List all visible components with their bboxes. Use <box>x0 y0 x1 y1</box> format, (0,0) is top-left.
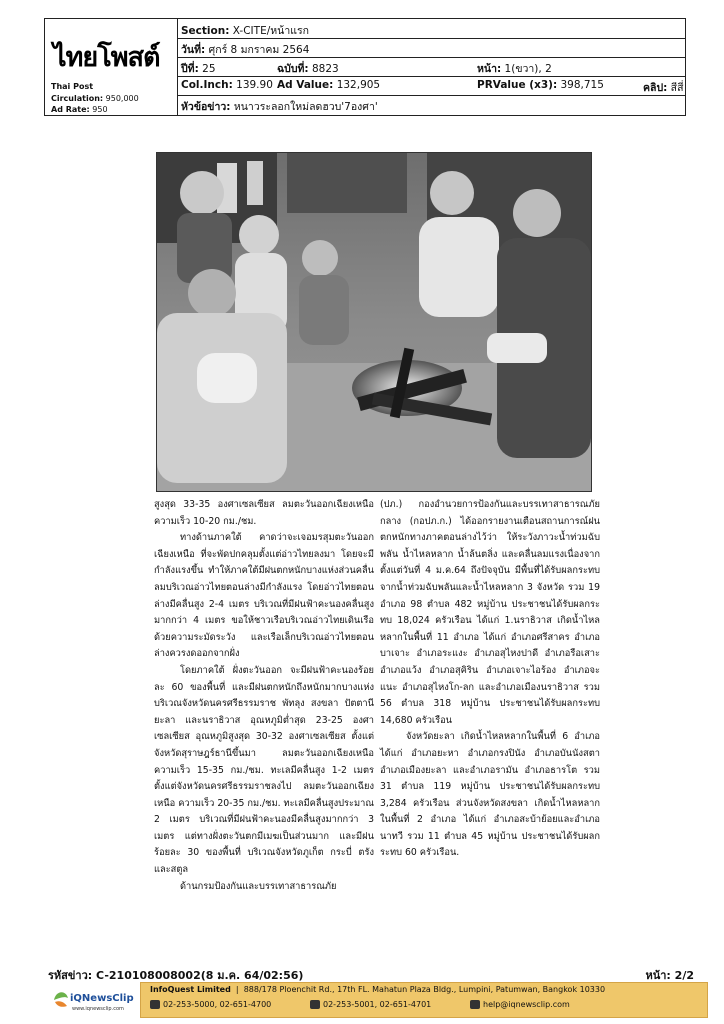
iqnewsclip-logo-icon <box>50 986 138 1014</box>
fax: 02-253-5001, 02-651-4701 <box>310 1000 431 1009</box>
meta-row-section <box>177 19 685 39</box>
publication-name: Thai Post <box>51 82 94 91</box>
document-id: รหัสข่าว: C-210108008002(8 ม.ค. 64/02:56) <box>48 969 304 982</box>
ad-rate: Ad Rate: 950 <box>51 105 108 114</box>
meta-row-date <box>177 38 685 58</box>
meta-row-issue <box>177 57 685 77</box>
clip-color: คลิป: สีสี่ <box>643 82 684 94</box>
paragraph: โดยภาคใต้ ฝั่งตะวันออก จะมีฝนฟ้าคะนองร้อยละ 60 ของพื้นที่ และมีฝนตกหนักถึงหนักมากบางแห่ง บริเวณจังหวัดนครศรีธรรมราช พัทลุง สงขลา ปัตตานี ยะลา และนราธิวาส อุณหภูมิต่ำสุด 23-25 องศาเซลเซียส อุณหภูมิสูงสุด 30-32 องศาเซลเซียส ตั้งแต่จังหวัดสุราษฎร์ธานีขึ้นมา ลมตะวันออกเฉียงเหนือ ความเร็ว 15-35 กม./ชม. ทะเลมีคลื่นสูง 1-2 เมตรตั้งแต่จังหวัดนครศรีธรรมราชลงไป ลมตะวันออกเฉียงเหนือ ความเร็ว 20-35 กม./ชม. ทะเลมีคลื่นสูงประมาณ 2 เมตร บริเวณที่มีฝนฟ้าคะนองมีคลื่นสูงมากกว่า 3 เมตร แต่ทางฝั่งตะวันตกมีเมฆเป็นส่วนมาก และมีฝนร้อยละ 30 ของพื้นที่ บริเวณจังหวัดภูเก็ต กระบี่ ตรัง และสตูล <box>154 664 374 876</box>
section: Section: X-CITE/หน้าแรก <box>181 25 309 37</box>
email[interactable]: help@iqnewsclip.com <box>470 1000 570 1009</box>
email-icon <box>470 1000 480 1009</box>
paragraph: ด้านกรมป้องกันและบรรเทาสาธารณภัย <box>180 880 337 892</box>
circulation: Circulation: 950,000 <box>51 94 139 103</box>
issue: ฉบับที่: 8823 <box>277 63 339 75</box>
article-column-1 <box>154 497 374 895</box>
page: หน้า: 1(ขวา), 2 <box>477 63 552 75</box>
clip-metadata <box>177 19 685 115</box>
masthead <box>45 19 178 115</box>
publication-logo: ไทยโพสต์ <box>53 42 160 73</box>
phone-icon <box>150 1000 160 1009</box>
year: ปีที่: 25 <box>181 63 216 75</box>
brand-url: www.iqnewsclip.com <box>72 1006 124 1012</box>
meta-row-headline <box>177 95 685 114</box>
ad-value: Ad Value: 132,905 <box>277 79 381 91</box>
paragraph: (ปภ.) กองอำนวยการป้องกันและบรรเทาสาธารณภัยกลาง (กอปภ.ก.) ได้ออกรายงานเตือนสถานการณ์ฝนตกหนักทางภาคตอนล่างไว้ว่า ให้ระวังภาวะน้ำท่วมฉับพลัน น้ำไหลหลาก น้ำล้นตลิ่ง และคลื่นลมแรงเนื่องจากตั้งแต่วันที่ 4 ม.ค.64 ถึงปัจจุบัน มีพื้นที่ได้รับผลกระทบจากน้ำท่วมฉับพลันและน้ำไหลหลาก 3 จังหวัด รวม 19 อำเภอ 98 ตำบล 482 หมู่บ้าน ประชาชนได้รับผลกระทบ 18,024 ครัวเรือน ได้แก่ 1.นราธิวาส เกิดน้ำไหลหลากในพื้นที่ 11 อำเภอ ได้แก่ อำเภอศรีสาคร อำเภอบาเจาะ อำเภอระแงะ อำเภอสุไหงปาดี อำเภอรือเสาะ อำเภอแว้ง อำเภอสุคิริน อำเภอเจาะไอร้อง อำเภอจะแนะ อำเภอสุไหงโก-ลก และอำเภอเมืองนราธิวาส รวม 56 ตำบล 318 หมู่บ้าน ประชาชนได้รับผลกระทบ 14,680 ครัวเรือน <box>380 499 600 726</box>
news-photo <box>156 152 592 492</box>
meta-row-values <box>177 76 685 96</box>
date: วันที่: ศุกร์ 8 มกราคม 2564 <box>181 44 310 56</box>
clip-header <box>44 18 686 116</box>
paragraph: จังหวัดยะลา เกิดน้ำไหลหลากในพื้นที่ 6 อำเภอ ได้แก่ อำเภอยะหา อำเภอกรงปินัง อำเภอบันนังสตา อำเภอเมืองยะลา และอำเภอรามัน อำเภอธารโต รวม 31 ตำบล 119 หมู่บ้าน ประชาชนได้รับผลกระทบ 3,284 ครัวเรือน ส่วนจังหวัดสงขลา เกิดน้ำไหลหลากในพื้นที่ 2 อำเภอ ได้แก่ อำเภอสะบ้าย้อยและอำเภอนาทวี รวม 11 ตำบล 45 หมู่บ้าน ประชาชนได้รับผลกระทบ 60 ครัวเรือน. <box>380 731 600 859</box>
paragraph: สูงสุด 33-35 องศาเซลเซียส ลมตะวันออกเฉียงเหนือ ความเร็ว 10-20 กม./ชม. <box>154 499 374 527</box>
iqnewsclip-logo <box>50 986 138 1014</box>
photo-illustration <box>157 153 591 491</box>
article-column-2 <box>380 497 600 862</box>
headline: หัวข้อข่าว: หนาวระลอกใหม่ลดฮวบ'7องศา' <box>181 101 378 113</box>
page-number: หน้า: 2/2 <box>645 969 694 982</box>
company-address: InfoQuest Limited | 888/178 Ploenchit Rd., 17th FL. Mahatun Plaza Bldg., Lumpini, Patumwan, Bangkok 10330 <box>150 985 606 994</box>
brand-name: iQNewsClip <box>70 993 134 1004</box>
col-inch: Col.Inch: 139.90 <box>181 79 273 91</box>
fax-icon <box>310 1000 320 1009</box>
paragraph: ทางด้านภาคใต้ คาดว่าจะเจอมรสุมตะวันออกเฉียงเหนือ ที่จะพัดปกคลุมตั้งแต่อ่าวไทยลงมา โดยจะมีกำลังแรงขึ้น ทำให้ภาคใต้มีฝนตกหนักบางแห่งส่วนคลื่นลมบริเวณอ่าวไทยตอนล่างมีกำลังแรง โดยอ่าวไทยตอนล่างมีคลื่นสูง 2-4 เมตร บริเวณที่มีฝนฟ้าคะนองคลื่นสูงมากกว่า 4 เมตร ขอให้ชาวเรือบริเวณอ่าวไทยเดินเรือด้วยความระมัดระวัง และเรือเล็กบริเวณอ่าวไทยตอนล่างควรงดออกจากฝั่ง <box>154 532 374 660</box>
pr-value: PRValue (x3): 398,715 <box>477 79 604 91</box>
phone: 02-253-5000, 02-651-4700 <box>150 1000 271 1009</box>
